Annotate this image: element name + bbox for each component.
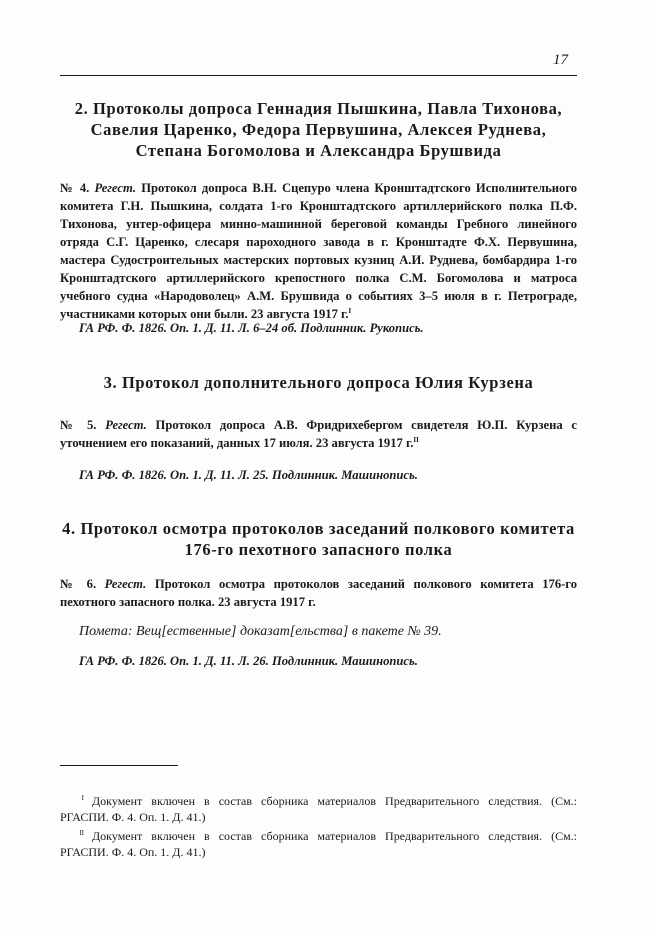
doc-number: № 4. <box>60 181 90 195</box>
footnote-1: I Документ включен в состав сборника материалов Предварительного следствия. (См.: РГАСПИ. Ф. 4. Оп. 1. Д. 41.) <box>60 794 577 824</box>
doc-number: № 6. <box>60 577 97 591</box>
regest-label: Регест. <box>94 181 137 195</box>
footnote-ref-2[interactable]: II <box>413 436 419 444</box>
archive-reference-6: ГА РФ. Ф. 1826. Оп. 1. Д. 11. Л. 26. Подлинник. Машинопись. <box>79 654 418 668</box>
footnote-text: Документ включен в состав сборника материалов Предварительного следствия. (См.: РГАСПИ. Ф. 4. Оп. 1. Д. 41.) <box>60 829 577 859</box>
regest-4 <box>60 179 577 323</box>
regest-label: Регест. <box>105 418 147 432</box>
footnote-rule <box>60 765 178 766</box>
regest-label: Регест. <box>104 577 147 591</box>
section-heading-4: 4. Протокол осмотра протоколов заседаний полкового комитета 176-го пехотного запасного полка <box>62 519 575 559</box>
regest-5 <box>60 416 577 452</box>
footnote-text: Документ включен в состав сборника материалов Предварительного следствия. (См.: РГАСПИ. Ф. 4. Оп. 1. Д. 41.) <box>60 794 577 824</box>
regest-text: Протокол осмотра протоколов заседаний полкового комитета 176-го пехотного запасного полка. 23 августа 1917 г. <box>60 577 578 609</box>
page-number: 17 <box>553 52 568 68</box>
regest-text: Протокол допроса А.В. Фридрихебергом свидетеля Ю.П. Курзена с уточнением его показаний, данных 17 июля. 23 августа 1917 г. <box>60 418 577 450</box>
footnote-2: II Документ включен в состав сборника материалов Предварительного следствия. (См.: РГАСПИ. Ф. 4. Оп. 1. Д. 41.) <box>60 829 577 859</box>
regest-6 <box>60 575 577 611</box>
section-heading-2: 2. Протоколы допроса Геннадия Пышкина, Павла Тихонова, Савелия Царенко, Федора Первушина, Алексея Руднева, Степана Богомолова и Александра Брушвида <box>74 99 563 160</box>
archive-reference-4: ГА РФ. Ф. 1826. Оп. 1. Д. 11. Л. 6–24 об. Подлинник. Рукопись. <box>79 321 424 335</box>
header-rule <box>60 75 577 76</box>
section-heading-3: 3. Протокол дополнительного допроса Юлия Курзена <box>103 373 534 392</box>
archive-reference-5: ГА РФ. Ф. 1826. Оп. 1. Д. 11. Л. 25. Подлинник. Машинопись. <box>79 468 418 482</box>
regest-text: Протокол допроса В.Н. Сцепуро члена Кронштадтского Исполнительного комитета Г.Н. Пышкина, солдата 1-го Кронштадтского артиллерийского полка П.Ф. Тихонова, унтер-офицера минно-машинной береговой команды Гребного линейного отряда С.Г. Царенко, слесаря пароходного завода в г. Кронштадте Ф.Х. Первушина, мастера Судостроительных мастерских портовых кузниц А.И. Руднева, бомбардира 1-го Кронштадтского артиллерийского крепостного полка С.М. Богомолова и матроса учебного судна «Народоволец» А.М. Брушвида о событиях 3–5 июля в г. Петрограде, участниками которых они были. 23 августа 1917 г. <box>60 181 578 321</box>
note-mark: Помета: Вещ[ественные] доказат[ельства] в пакете № 39. <box>79 624 442 639</box>
footnote-ref-1[interactable]: I <box>348 307 352 315</box>
doc-number: № 5. <box>60 418 97 432</box>
